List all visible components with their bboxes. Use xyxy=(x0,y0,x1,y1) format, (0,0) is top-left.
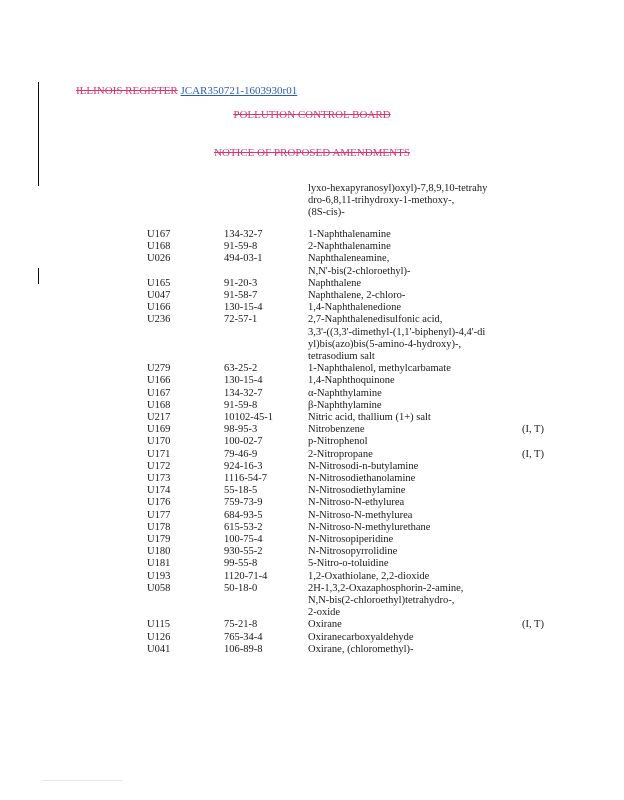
cas-number: 63-25-2 xyxy=(224,363,258,375)
waste-code: U173 xyxy=(147,473,171,484)
name-line: N-Nitrosodiethylamine xyxy=(308,485,406,497)
register-label: ILLINOIS REGISTER xyxy=(76,85,178,97)
waste-code: U058 xyxy=(147,582,171,594)
name-line: β-Naphthylamine xyxy=(308,399,382,411)
waste-code: U176 xyxy=(147,497,171,509)
name-line: yl)bis(azo)bis(5-amino-4-hydroxy)-, xyxy=(308,338,462,350)
substance-name xyxy=(308,302,518,314)
name-line: N-Nitrosopyrrolidine xyxy=(308,546,398,558)
continuation-name xyxy=(308,183,518,220)
waste-code: U171 xyxy=(147,448,171,460)
name-line: 2H-1,3,2-Oxazaphosphorin-2-amine, xyxy=(308,582,464,594)
name-line: N,N-bis(2-chloroethyl)tetrahydro-, xyxy=(308,595,455,606)
waste-code: U181 xyxy=(147,558,171,570)
substance-name xyxy=(308,424,518,436)
substance-name xyxy=(308,558,518,570)
waste-code: U126 xyxy=(147,631,171,643)
waste-code: U047 xyxy=(147,290,171,301)
name-line: 1-Naphthalenamine xyxy=(308,229,391,240)
cas-number: 55-18-5 xyxy=(224,485,258,497)
substance-name xyxy=(308,278,518,290)
substance-name xyxy=(308,388,518,400)
cas-number: 924-16-3 xyxy=(224,460,263,472)
cas-number: 765-34-4 xyxy=(224,631,263,643)
waste-code: U180 xyxy=(147,546,171,558)
name-line: 5-Nitro-o-toluidine xyxy=(308,558,389,570)
board-title: POLLUTION CONTROL BOARD xyxy=(233,109,391,121)
name-line: p-Nitrophenol xyxy=(308,436,368,448)
waste-code: U041 xyxy=(147,643,171,655)
waste-code: U168 xyxy=(147,241,171,253)
waste-code: U167 xyxy=(147,229,171,240)
name-line: 1,4-Naphthalenedione xyxy=(308,302,402,314)
substance-name xyxy=(308,314,518,363)
cas-number: 1120-71-4 xyxy=(224,570,268,582)
name-line: 1,2-Oxathiolane, 2,2-dioxide xyxy=(308,570,430,582)
substance-name xyxy=(308,375,518,387)
substance-name xyxy=(308,583,518,620)
substance-name xyxy=(308,241,518,253)
cas-number: 134-32-7 xyxy=(224,229,263,240)
cas-number: 75-21-8 xyxy=(224,619,258,631)
cas-number: 100-75-4 xyxy=(224,534,263,545)
name-line: N-Nitroso-N-ethylurea xyxy=(308,497,405,509)
waste-code: U172 xyxy=(147,460,171,472)
name-line: 2-Nitropropane xyxy=(308,448,373,460)
register-header xyxy=(76,85,297,98)
waste-code: U279 xyxy=(147,363,171,375)
waste-code: U168 xyxy=(147,399,171,411)
cas-number: 615-53-2 xyxy=(224,521,263,533)
cas-number: 50-18-0 xyxy=(224,582,258,594)
document-id-link[interactable]: JCAR350721-1603930r01 xyxy=(180,85,298,97)
hazard-code: (I, T) xyxy=(522,619,544,631)
substance-name xyxy=(308,400,518,412)
cas-number: 98-95-3 xyxy=(224,424,258,436)
name-line: Nitric acid, thallium (1+) salt xyxy=(308,412,431,423)
name-line: (8S-cis)- xyxy=(308,207,345,219)
name-line: dro-6,8,11-trihydroxy-1-methoxy-, xyxy=(308,195,455,207)
cas-number: 91-59-8 xyxy=(224,399,258,411)
name-line: N-Nitrosopiperidine xyxy=(308,534,394,545)
hazard-code: (I, T) xyxy=(522,448,544,460)
cas-number: 930-55-2 xyxy=(224,546,263,558)
substance-name xyxy=(308,522,518,534)
cas-number: 10102-45-1 xyxy=(224,412,273,423)
waste-code: U193 xyxy=(147,570,171,582)
cas-number: 130-15-4 xyxy=(224,302,263,314)
waste-code: U236 xyxy=(147,314,171,326)
waste-code: U169 xyxy=(147,424,171,436)
waste-code: U166 xyxy=(147,375,171,387)
substance-name xyxy=(308,546,518,558)
waste-code: U217 xyxy=(147,412,171,423)
name-line: α-Naphthylamine xyxy=(308,387,382,399)
cas-number: 79-46-9 xyxy=(224,448,258,460)
name-line: lyxo-hexapyranosyl)oxyl)-7,8,9,10-tetrahy xyxy=(308,183,488,194)
substance-name xyxy=(308,571,518,583)
name-line: Oxirane, (chloromethyl)- xyxy=(308,643,414,655)
substance-name xyxy=(308,534,518,546)
cas-number: 134-32-7 xyxy=(224,387,263,399)
substance-name xyxy=(308,229,518,241)
name-line: N-Nitroso-N-methylurea xyxy=(308,509,413,521)
substance-name xyxy=(308,436,518,448)
page-footer-rule xyxy=(42,780,122,781)
substance-name xyxy=(308,510,518,522)
substance-name xyxy=(308,619,518,631)
waste-code: U179 xyxy=(147,534,171,545)
cas-number: 494-03-1 xyxy=(224,253,263,265)
cas-number: 91-59-8 xyxy=(224,241,258,253)
cas-number: 100-02-7 xyxy=(224,436,263,448)
substance-name xyxy=(308,412,518,424)
change-bar xyxy=(38,268,39,284)
name-line: Naphthalene xyxy=(308,277,362,289)
cas-number: 759-73-9 xyxy=(224,497,263,509)
name-line: 1,4-Naphthoquinone xyxy=(308,375,395,387)
cas-number: 130-15-4 xyxy=(224,375,263,387)
change-bar xyxy=(38,82,39,186)
waste-code: U177 xyxy=(147,509,171,521)
name-line: 1-Naphthalenol, methylcarbamate xyxy=(308,363,451,375)
substance-name xyxy=(308,485,518,497)
waste-code: U178 xyxy=(147,521,171,533)
name-line: Oxirane xyxy=(308,619,342,631)
name-line: 2,7-Naphthalenedisulfonic acid, xyxy=(308,314,443,326)
cas-number: 91-58-7 xyxy=(224,290,258,301)
name-line: N,N'-bis(2-chloroethyl)- xyxy=(308,265,411,277)
waste-code: U170 xyxy=(147,436,171,448)
name-line: N-Nitroso-N-methylurethane xyxy=(308,521,431,533)
cas-number: 72-57-1 xyxy=(224,314,258,326)
waste-code: U165 xyxy=(147,277,171,289)
name-line: N-Nitrosodi-n-butylamine xyxy=(308,460,419,472)
cas-number: 91-20-3 xyxy=(224,277,258,289)
substance-name xyxy=(308,253,518,277)
cas-number: 106-89-8 xyxy=(224,643,263,655)
name-line: Nitrobenzene xyxy=(308,424,365,436)
hazard-code: (I, T) xyxy=(522,424,544,436)
waste-code: U115 xyxy=(147,619,170,631)
name-line: 2-Naphthalenamine xyxy=(308,241,391,253)
name-line: Oxiranecarboxyaldehyde xyxy=(308,631,414,643)
name-line: Naphthalene, 2-chloro- xyxy=(308,290,406,301)
name-line: Naphthaleneamine, xyxy=(308,253,390,265)
substance-name xyxy=(308,632,518,644)
name-line: N-Nitrosodiethanolamine xyxy=(308,473,416,484)
name-line: tetrasodium salt xyxy=(308,351,375,362)
substance-name xyxy=(308,290,518,302)
waste-code: U166 xyxy=(147,302,171,314)
substance-name xyxy=(308,644,518,656)
substance-name xyxy=(308,473,518,485)
substance-name xyxy=(308,461,518,473)
substance-name xyxy=(308,497,518,509)
waste-code: U167 xyxy=(147,387,171,399)
substance-name xyxy=(308,449,518,461)
cas-number: 684-93-5 xyxy=(224,509,263,521)
notice-title: NOTICE OF PROPOSED AMENDMENTS xyxy=(214,147,410,159)
waste-code: U174 xyxy=(147,485,171,497)
substance-name xyxy=(308,363,518,375)
name-line: 2-oxide xyxy=(308,607,341,619)
waste-code: U026 xyxy=(147,253,171,265)
name-line: 3,3'-((3,3'-dimethyl-(1,1'-biphenyl)-4,4'-di xyxy=(308,326,486,338)
cas-number: 1116-54-7 xyxy=(224,473,267,484)
cas-number: 99-55-8 xyxy=(224,558,258,570)
